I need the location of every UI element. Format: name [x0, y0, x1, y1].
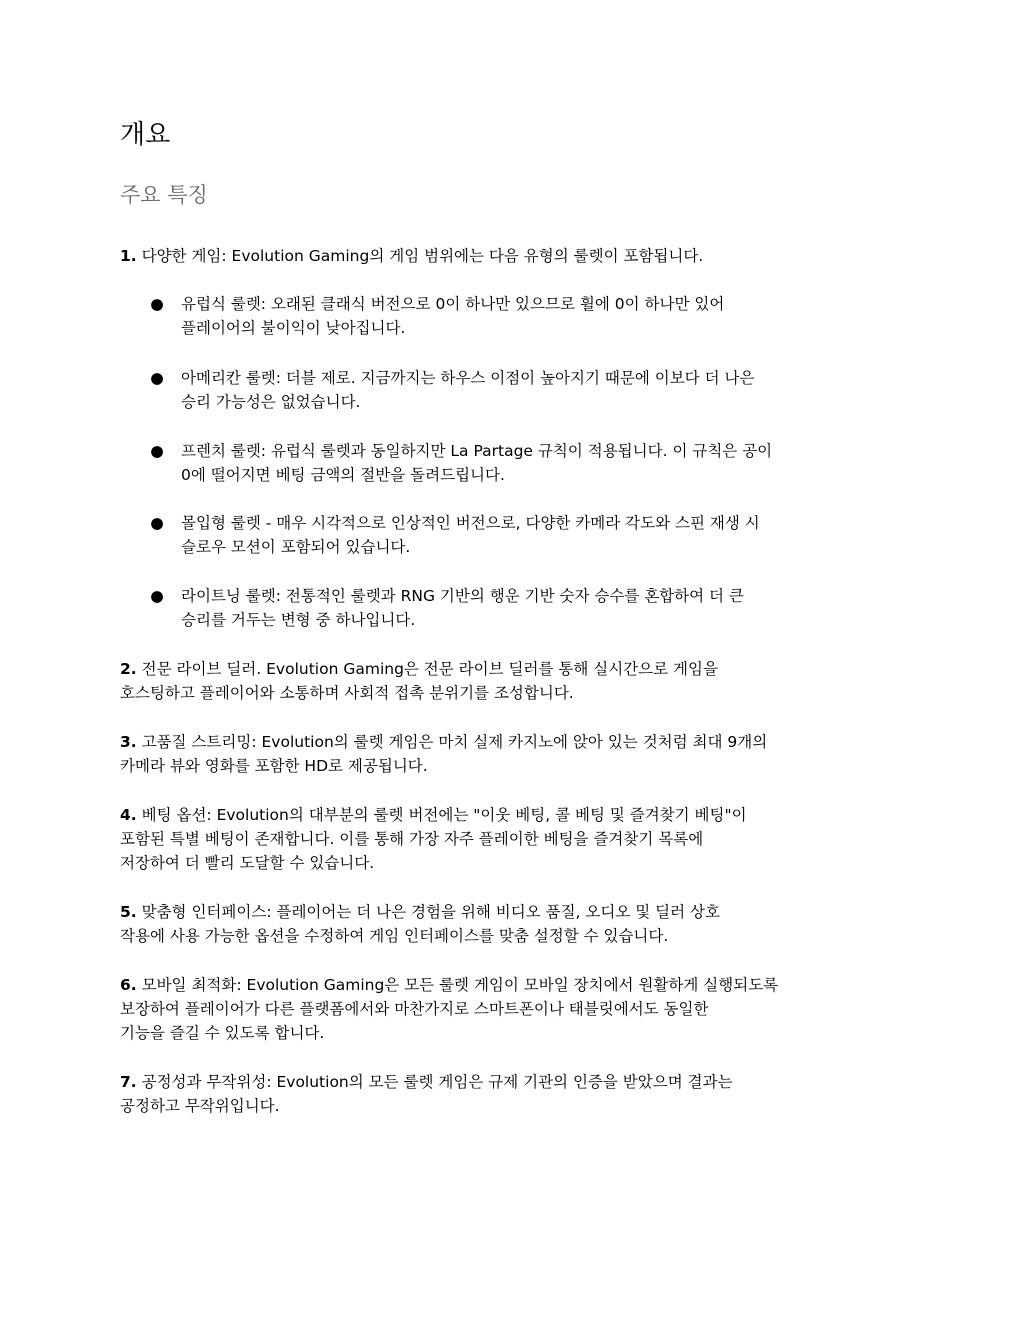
section-line: 저장하여 더 빨리 도달할 수 있습니다. [120, 854, 375, 872]
section-line: 공정하고 무작위입니다. [120, 1097, 280, 1115]
section-text: 전문 라이브 딜러. Evolution Gaming은 전문 라이브 딜러를 통해 실시간으로 게임을 [136, 660, 718, 678]
list-item-line: 승리를 거두는 변형 중 하나입니다. [181, 611, 416, 629]
section-number: 1. [120, 247, 137, 265]
section-line: 카메라 뷰와 영화를 포함한 HD로 제공됩니다. [120, 757, 428, 775]
section-number: 3. [120, 733, 137, 751]
section-line [120, 730, 910, 754]
list-item-line: 라이트닝 룰렛: 전통적인 룰렛과 RNG 기반의 행운 기반 숫자 승수를 혼합하여 더 큰 [181, 587, 744, 605]
section-line [120, 973, 910, 997]
section-2 [120, 657, 910, 705]
section-line: 포함된 특별 베팅이 존재합니다. 이를 통해 가장 자주 플레이한 베팅을 즐겨찾기 목록에 [120, 830, 704, 848]
section-text: 베팅 옵션: Evolution의 대부분의 룰렛 버전에는 "이웃 베팅, 콜 베팅 및 즐겨찾기 베팅"이 [136, 806, 747, 824]
section-6 [120, 973, 910, 1045]
section-text: 공정성과 무작위성: Evolution의 모든 룰렛 게임은 규제 기관의 인증을 받았으며 결과는 [136, 1073, 733, 1091]
section-line [120, 900, 910, 924]
list-item-line: 승리 가능성은 없었습니다. [181, 393, 361, 411]
list-item-line: 몰입형 룰렛 - 매우 시각적으로 인상적인 버전으로, 다양한 카메라 각도와 스핀 재생 시 [181, 514, 760, 532]
section-text: 모바일 최적화: Evolution Gaming은 모든 룰렛 게임이 모바일 장치에서 원활하게 실행되도록 [136, 976, 779, 994]
page-subtitle: 주요 특징 [120, 183, 208, 207]
bullet-icon: ● [150, 587, 164, 605]
page-title: 개요 [120, 120, 171, 150]
section-text: 다양한 게임: Evolution Gaming의 게임 범위에는 다음 유형의 룰렛이 포함됩니다. [136, 247, 704, 265]
bullet-icon: ● [150, 514, 164, 532]
section-number: 5. [120, 903, 137, 921]
section-1 [120, 244, 910, 268]
section-line: 기능을 즐길 수 있도록 합니다. [120, 1024, 325, 1042]
section-text: 고품질 스트리밍: Evolution의 룰렛 게임은 마치 실제 카지노에 앉아 있는 것처럼 최대 9개의 [136, 733, 768, 751]
section-number: 6. [120, 976, 137, 994]
bullet-icon: ● [150, 442, 164, 460]
section-line [120, 1070, 910, 1094]
list-item-line: 플레이어의 불이익이 낮아집니다. [181, 319, 406, 337]
list-item-line: 유럽식 룰렛: 오래된 클래식 버전으로 0이 하나만 있으므로 휠에 0이 하나만 있어 [181, 295, 725, 313]
section-7 [120, 1070, 910, 1118]
list-item-line: 0에 떨어지면 베팅 금액의 절반을 돌려드립니다. [181, 466, 505, 484]
section-line [120, 803, 910, 827]
section-line: 호스팅하고 플레이어와 소통하며 사회적 접촉 분위기를 조성합니다. [120, 684, 574, 702]
list-item-line: 슬로우 모션이 포함되어 있습니다. [181, 538, 411, 556]
list-item-line: 프렌치 룰렛: 유럽식 룰렛과 동일하지만 La Partage 규칙이 적용됩니다. 이 규칙은 공이 [181, 442, 773, 460]
bullet-icon: ● [150, 369, 164, 387]
section-number: 4. [120, 806, 137, 824]
section-3 [120, 730, 910, 778]
section-line: 작용에 사용 가능한 옵션을 수정하여 게임 인터페이스를 맞춤 설정할 수 있습니다. [120, 927, 669, 945]
section-4 [120, 803, 910, 875]
section-1-line [120, 244, 910, 268]
section-line [120, 657, 910, 681]
section-line: 보장하여 플레이어가 다른 플랫폼에서와 마찬가지로 스마트폰이나 태블릿에서도 동일한 [120, 1000, 709, 1018]
bullet-icon: ● [150, 295, 164, 313]
section-number: 7. [120, 1073, 137, 1091]
section-number: 2. [120, 660, 137, 678]
section-text: 맞춤형 인터페이스: 플레이어는 더 나은 경험을 위해 비디오 품질, 오디오 및 딜러 상호 [136, 903, 720, 921]
list-item-line: 아메리칸 룰렛: 더블 제로. 지금까지는 하우스 이점이 높아지기 때문에 이보다 더 나은 [181, 369, 755, 387]
section-5 [120, 900, 910, 948]
